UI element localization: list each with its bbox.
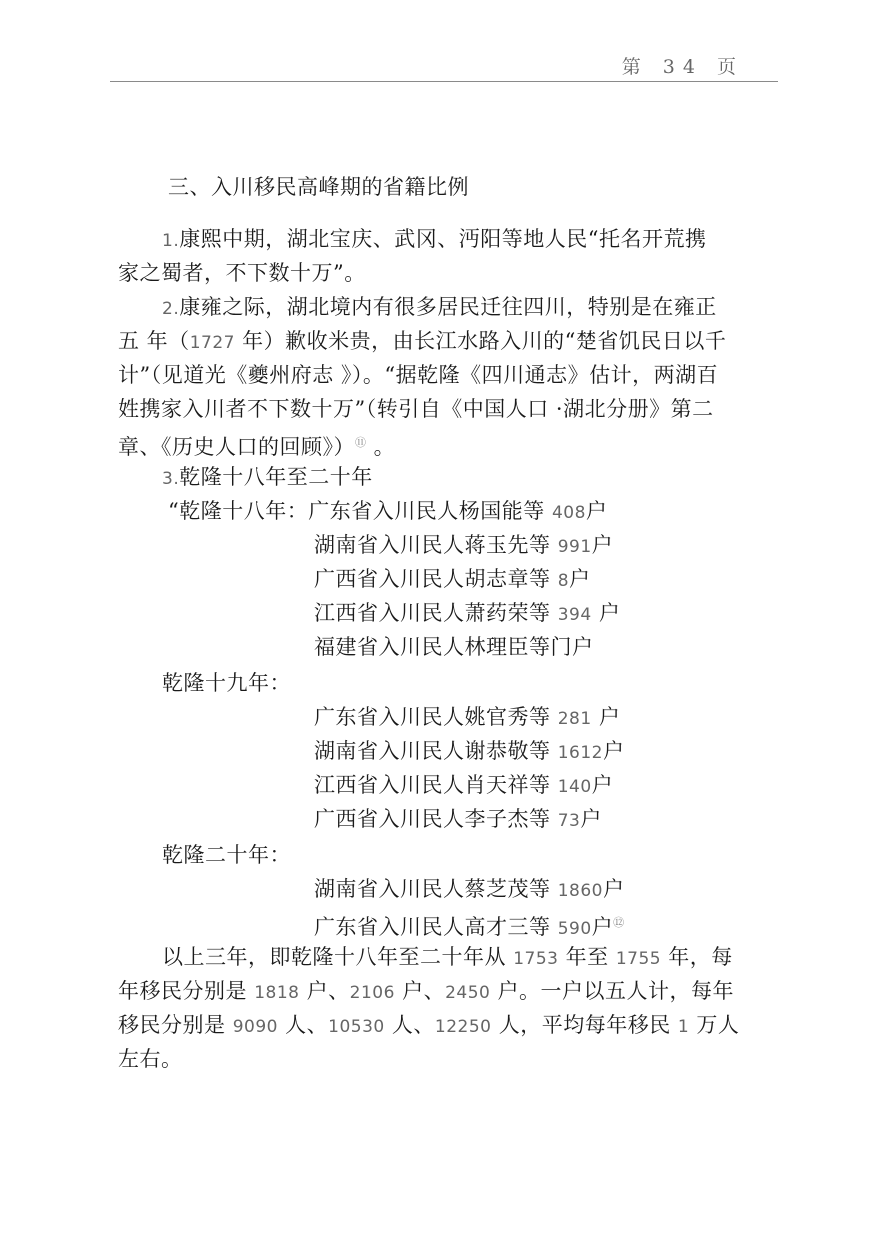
page-number: 第 34 页 [621, 56, 744, 78]
summary-text: 年至 [558, 945, 616, 969]
household-count: 590 [557, 919, 592, 939]
para2-line4: 姓携家入川者不下数十万”（转引自《中国人口 ·湖北分册》第二 [118, 397, 714, 421]
row-text: 广西省入川民人胡志章等 [314, 567, 558, 591]
households-1755: 2450 [445, 983, 491, 1003]
section-heading: 三、入川移民高峰期的省籍比例 [168, 175, 469, 199]
summary-text: 户、 [394, 979, 446, 1003]
unit: 户 [591, 915, 614, 939]
household-count: 991 [557, 537, 592, 557]
list-row [314, 772, 613, 800]
para2-line3: 计”（见道光《夔州府志 》）。“据乾隆《四川通志》估计，两湖百 [118, 363, 719, 387]
para1-number: 1. [162, 231, 180, 251]
unit: 户 [580, 807, 602, 831]
qianlong18-label: “乾隆十八年： [168, 499, 309, 523]
list-row [314, 532, 613, 560]
para2-line5-end: 。 [366, 435, 396, 459]
year-1727: 1727 [189, 333, 235, 353]
summary-text: 年移民分别是 [118, 979, 255, 1003]
list-row [168, 498, 607, 526]
unit: 户 [591, 773, 614, 797]
para3-heading-text: 乾隆十八年至二十年 [179, 465, 373, 489]
unit: 户 [591, 705, 621, 729]
households-1753: 1818 [254, 983, 300, 1003]
household-count: 140 [557, 777, 592, 797]
summary-text: 人，平均每年移民 [491, 1013, 678, 1037]
para2-number: 2. [162, 299, 180, 319]
unit: 户 [602, 877, 625, 901]
para2-line5-text: 章、《历史人口的回顾》） [118, 435, 355, 459]
summary-line2 [118, 978, 734, 1006]
summary-text: 户、 [299, 979, 350, 1003]
summary-line1 [162, 944, 733, 972]
para1-line1 [162, 226, 706, 254]
footnote-marker-12: ⑫ [613, 916, 625, 929]
unit: 户 [591, 533, 614, 557]
list-row [314, 704, 620, 732]
row-text: 福建省入川民人林理臣等门户 [314, 635, 594, 659]
qianlong20-label: 乾隆二十年： [162, 843, 291, 867]
summary-line3 [118, 1012, 739, 1040]
households-1754: 2106 [349, 983, 395, 1003]
summary-text: 户。一户以五人计，每年 [490, 979, 735, 1003]
row-text: 江西省入川民人萧药荣等 [314, 601, 558, 625]
row-text: 湖南省入川民人蔡芝茂等 [314, 877, 558, 901]
household-count: 281 [557, 709, 592, 729]
qianlong19-label: 乾隆十九年： [162, 671, 291, 695]
household-count: 394 [557, 605, 592, 625]
para2-line2-end: 年）歉收米贵，由长江水路入川的“楚省饥民日以千 [234, 329, 727, 353]
summary-text: 年，每 [661, 945, 733, 969]
header-rule [110, 81, 778, 82]
household-count: 1860 [557, 881, 603, 901]
footnote-marker-11: ⑪ [355, 436, 367, 449]
row-text: 广西省入川民人李子杰等 [314, 807, 558, 831]
household-count: 408 [551, 503, 586, 523]
household-count: 8 [557, 571, 570, 591]
para2-line2 [118, 328, 726, 356]
summary-text: 人、 [277, 1013, 329, 1037]
summary-text: 移民分别是 [118, 1013, 233, 1037]
summary-line4: 左右。 [118, 1047, 183, 1071]
household-count: 73 [557, 811, 581, 831]
unit: 户 [591, 601, 621, 625]
average-value: 1 [677, 1017, 690, 1037]
unit: 户 [585, 499, 608, 523]
para2-line1 [162, 294, 717, 322]
list-row [314, 806, 602, 834]
people-1754: 10530 [328, 1017, 385, 1037]
row-text: 广东省入川民人杨国能等 [308, 499, 552, 523]
row-text: 广东省入川民人高才三等 [314, 915, 558, 939]
para1-line2: 家之蜀者，不下数十万”。 [118, 261, 366, 285]
list-row [314, 600, 620, 628]
para2-text1: 康雍之际，湖北境内有很多居民迁往四川，特别是在雍正 [179, 295, 717, 319]
para1-text1: 康熙中期，湖北宝庆、武冈、沔阳等地人民“托名开荒携 [179, 227, 707, 251]
list-row [314, 634, 594, 660]
row-text: 湖南省入川民人蒋玉先等 [314, 533, 558, 557]
list-row [314, 738, 624, 766]
list-row [314, 876, 624, 904]
unit: 户 [569, 567, 591, 591]
page-header [110, 52, 778, 82]
para2-line5 [118, 430, 395, 460]
para3-heading [162, 464, 373, 492]
summary-text: 万人 [689, 1013, 740, 1037]
summary-text: 以上三年，即乾隆十八年至二十年从 [162, 945, 514, 969]
year-1755: 1755 [615, 949, 662, 969]
row-text: 江西省入川民人肖天祥等 [314, 773, 558, 797]
people-1753: 9090 [232, 1017, 278, 1037]
para3-number: 3. [162, 469, 180, 489]
list-row [314, 566, 591, 594]
row-text: 湖南省入川民人谢恭敬等 [314, 739, 558, 763]
para2-line2-start: 五 年（ [118, 329, 190, 353]
people-1755: 12250 [434, 1017, 492, 1037]
household-count: 1612 [557, 743, 603, 763]
year-1753: 1753 [513, 949, 559, 969]
summary-text: 人、 [384, 1013, 435, 1037]
list-row [314, 910, 625, 942]
row-text: 广东省入川民人姚官秀等 [314, 705, 558, 729]
unit: 户 [602, 739, 625, 763]
